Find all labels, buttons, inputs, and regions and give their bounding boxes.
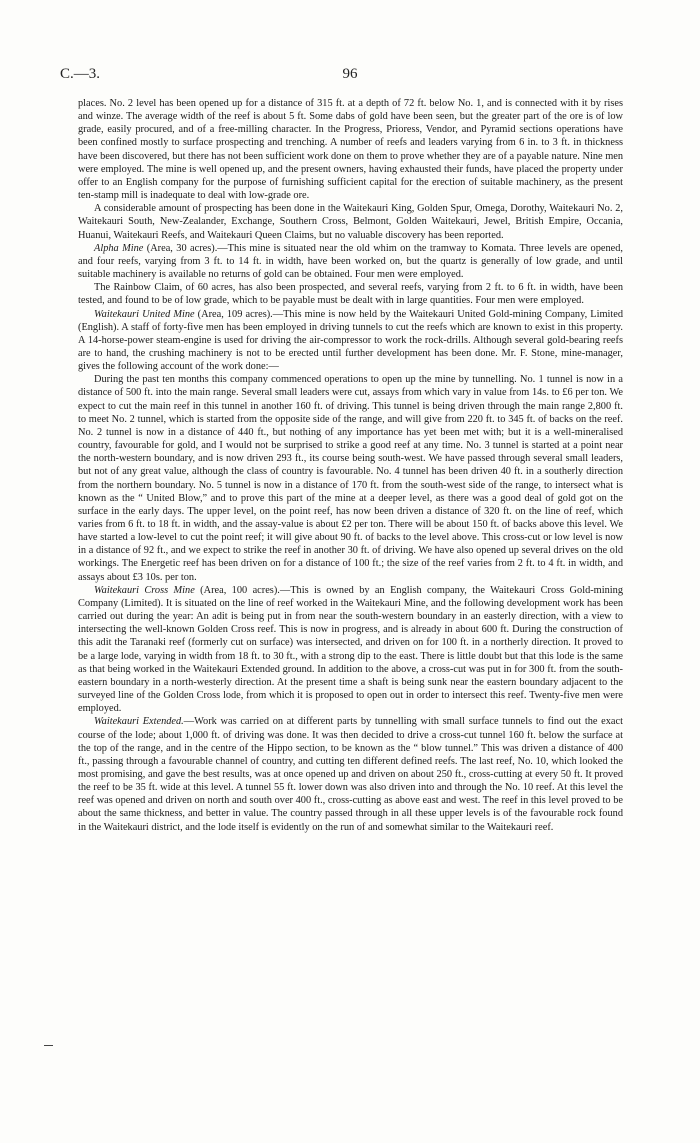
section-title: Alpha Mine bbox=[94, 242, 144, 254]
paragraph-waitekauri-extended: Waitekauri Extended.—Work was carried on at different parts by tunnelling with small surface tunnels to find out the exact course of the lode; about 1,000 ft. of driving was done. It was then decided to drive a cross-cut tunnel 160 ft. below the surface at the top of the range, and in the centre of the Hippo section, to be known as the “ blow tunnel.” This was driven a distance of 400 ft., passing through a favourable channel of country, and cutting ten different defined reefs. The last reef, No. 10, which looked the most promising, and gave the best results, was at once opened up and driven on about 250 ft., cross-cutting at every 50 ft. It proved the reef to be 35 ft. wide at this level. A tunnel 55 ft. lower down was also driven into and through the No. 10 reef. At this level the reef was opened and driven on north and south over 400 ft., cross-cutting as above east and west. The reef in this level proved to be about the same thickness, and better in value. The country passed through in all these upper levels is of the favourable rock found in the Waitekauri district, and the lode itself is evidently on the run of and somewhat similar to the Waitekauri reef. bbox=[78, 716, 623, 833]
margin-dash bbox=[44, 1045, 53, 1046]
page-header bbox=[60, 66, 640, 86]
paragraph-waitekauri-united: Waitekauri United Mine (Area, 109 acres).—This mine is now held by the Waitekauri United Gold-mining Company, Limited (English). A staff of forty-five men has been employed in driving tunnels to cut the reefs which are known to exist in this property. A 14-horse-power steam-engine is used for driving the air-compressor to work the rock-drills. Although several gold-bearing reefs are to hand, the crushing machinery is not to be erected until further development has been done. Mr. F. Stone, mine-manager, gives the following account of the work done:— bbox=[78, 308, 623, 373]
paragraph-alpha-mine: Alpha Mine (Area, 30 acres).—This mine is situated near the old whim on the tramway to Komata. Three levels are opened, and four reefs, varying from 3 ft. to 14 ft. in width, have been worked on, but the quartz is generally of low grade, and until suitable machinery is available no returns of gold can be obtained. Four men were employed. bbox=[78, 242, 623, 281]
section-title: Waitekauri Extended. bbox=[94, 716, 184, 728]
paragraph-rainbow-claim: The Rainbow Claim, of 60 acres, has also been prospected, and several reefs, varying from 2 ft. to 6 ft. in width, have been tested, and found to be of low grade, which to be payable must be dealt with in large quantities. Four men were employed. bbox=[78, 282, 623, 307]
paragraph-1: places. No. 2 level has been opened up for a distance of 315 ft. at a depth of 72 ft. below No. 1, and is connected with it by rises and winze. The average width of the reef is about 5 ft. Some dabs of gold have been seen, but the greater part of the ore is of low grade, easily procured, and of a free-milling character. In the Progress, Prioress, Vendor, and Pyramid sections operations have been confined mostly to surface prospecting and trenching. A number of reefs and leaders varying from 6 in. to 3 ft. in thickness have been discovered, but there has not been sufficient work done on them to prove whether they are of a payable nature. Nine men were employed. The mine is well opened up, and the present owners, having exhausted their funds, have placed the property under offer to an English company for the purpose of furnishing sufficient capital for the erection of suitable machinery, as the present ten-stamp mill is inadequate to deal with low-grade ore. bbox=[78, 98, 623, 202]
body-text bbox=[78, 97, 623, 834]
paragraph-manager-account: During the past ten months this company commenced operations to open up the mine by tunnelling. No. 1 tunnel is now in a distance of 500 ft. into the main range. Several small leaders were cut, assays from which vary in value from 14s. to £6 per ton. We expect to cut the main reef in this tunnel in another 160 ft. of driving. This tunnel is being driven through the main range 2,800 ft. to meet No. 2 tunnel, which is started from the opposite side of the range, and will give from 220 ft. to 345 ft. of backs on the reef. No. 2 tunnel is now in a distance of 440 ft., but nothing of any importance has yet been met with; but it is a well-mineralised country, favourable for gold, and I would not be surprised to strike a good reef at any time. No. 3 tunnel is started at a point near the north-western boundary, and is now driven 293 ft., its course being south-west. We have passed through several small leaders, but not of any great value, although the class of country is favourable. No. 4 tunnel has been driven 40 ft. in a southerly direction from the northern boundary. No. 5 tunnel is now in a distance of 170 ft. from the south-west side of the range, to intersect what is known as the “ United Blow,” and to prove this part of the mine at a deeper level, as there was a good deal of gold got on the surface in the early days. The upper level, on the point reef, has now been driven a distance of 320 ft. on the line of reef, which varies from 6 ft. to 18 ft. in width, and the assay-value is about £2 per ton. There will be about 150 ft. of backs above this level. We have started a low-level to cut the point reef; it will give about 90 ft. of backs to the level above. This cross-cut or low level is now in a distance of 92 ft., and we expect to strike the reef in another 30 ft. of driving. We have also opened up several drives on the old workings. The Energetic reef has been driven on for a distance of 100 ft.; the size of the reef varies from 2 ft. to 4 ft. in width, and assays about £3 10s. per ton. bbox=[78, 374, 623, 583]
section-title: Waitekauri United Mine bbox=[94, 308, 195, 320]
section-title: Waitekauri Cross Mine bbox=[94, 584, 195, 596]
report-reference: C.—3. bbox=[60, 66, 101, 82]
page-number: 96 bbox=[342, 66, 358, 82]
paragraph-2: A considerable amount of prospecting has been done in the Waitekauri King, Golden Spur, Omega, Dorothy, Waitekauri No. 2, Waitekauri South, New-Zealander, Exchange, Southern Cross, Belmont, Golden Waitekauri, Jewel, British Empire, Occania, Huanui, Waitekauri Reefs, and Waitekauri Queen Claims, but no valuable discovery has been reported. bbox=[78, 203, 623, 241]
paragraph-waitekauri-cross: Waitekauri Cross Mine (Area, 100 acres).—This is owned by an English company, the Waitekauri Cross Gold-mining Company (Limited). It is situated on the line of reef worked in the Waitekauri Mine, and the following development work has been carried out during the year: An adit is being put in from near the south-western boundary in an easterly direction, with a view to intersecting the well-known Golden Cross reef. This is now in progress, and is already in about 600 ft. During the construction of this adit the Taranaki reef (formerly cut on surface) was intersected, and driven on for 100 ft. in a northerly direction. It proved to be a large lode, varying in width from 18 ft. to 30 ft., with a strong dip to the east. There is little doubt but that this lode is the same as that being worked in the Waitekauri Extended ground. In addition to the above, a cross-cut was put in for 300 ft. from the south-eastern boundary in a north-westerly direction. At the present time a shaft is being sunk near the eastern boundary adjacent to the surveyed line of the Golden Cross lode, from which it is proposed to open out in order to intersect this reef. Twenty-five men were employed. bbox=[78, 584, 623, 715]
